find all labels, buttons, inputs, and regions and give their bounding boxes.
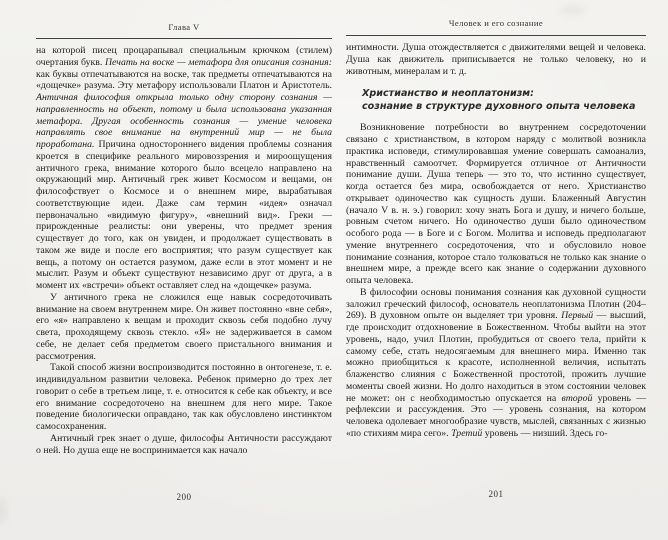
page-number-left: 200 (176, 492, 192, 502)
paragraph (346, 287, 646, 440)
paragraph (346, 42, 646, 77)
page-left (36, 22, 332, 532)
page-left-body (36, 45, 332, 456)
text-run: на которой писец процарапывал специальным крючком (стилем) очертания букв. (36, 45, 332, 68)
text-run: как буквы отпечатываются на воске, так предметы отпечатываются на «дощечке» разума. Эту метафору использовали Платон и Аристотель. (36, 68, 332, 92)
subheading-line: Христианство и неоплатонизм: (362, 88, 534, 100)
italic-text-run: Печать на воске — метафора для описания сознания: (104, 56, 332, 68)
scan-smudge (560, 6, 586, 14)
paragraph (36, 292, 332, 363)
page-right-body (346, 42, 646, 440)
text-run: В философии основы понимания сознания как духовной сущности заложил греческий философ, основатель неоплатонизма Плотин (204–269). В духовном опыте он выделяет три уровня. (346, 286, 646, 322)
page-right (346, 18, 646, 532)
running-head-right: Человек и его сознание (346, 18, 646, 36)
paragraph (36, 433, 332, 457)
italic-text-run: второй (561, 392, 593, 404)
text-run: Такой способ жизни воспроизводится постоянно в онтогенезе, т. е. индивидуальном развитии человека. Ребенок примерно до трех лет говорит о себе в третьем лице, т. е. относится к себе как объекту, и все его внимание сосредоточено на внешнем для него мире. Такое поведение биологически оправдано, так как обусловлено инстинктом самосохранения. (36, 362, 332, 432)
section-subheading (362, 88, 646, 113)
text-run: Возникновение потребности во внутреннем сосредоточении связано с христианством, в котором наряду с молитвой возникла практика исповеди, стимулировавшая умение совершать самоанализ, нравственный самоотчет. Формируется отличное от Античности понимание души. Душа теперь — это то, что истинно существует, когда остается без мира, освобождается от него. Христианство открывает одиночество как сущность души. Блаженный Августин (начало V в. н. э.) говорил: хочу знать Бога и душу, и ничего больше, ровным счетом ничего. Но одиночество души было одиночеством особого рода — в Боге и с Богом. Молитва и исповедь предполагают умение внутреннего сосредоточения, что и обусловило новое понимание сознания, которое стало толковаться не только как знание о внешнем мире, а прежде всего как знание о содержании духовного опыта человека. (346, 122, 646, 286)
subheading-line: сознание в структуре духовного опыта человека (362, 100, 636, 112)
italic-text-run: Третий (451, 427, 483, 439)
paragraph (36, 362, 332, 433)
text-run: Античный грек знает о душе, философы Античности рассуждают о ней. Но душа еще не воспринимается как начало (36, 432, 332, 456)
italic-text-run: Античная философия открыла только одну сторону сознания — направленность на объект, потому и была использована указанная метафора. Другая особенность сознания — умение человека направлять свое внимание на внутренний мир — не была проработана. (36, 92, 332, 150)
text-run: У античного грека не сложился еще навык сосредоточивать внимание на своем внутреннем мире. Он живет постоянно «вне себя», его «я» направлено к вещам и проходит сквозь себя подобно лучу света, проходящему сквозь стекло. «Я» не задерживается в самом себе, не делает себя предметом своего пристального внимания и рассмотрения. (36, 291, 332, 362)
text-run: Причина одностороннего видения проблемы сознания кроется в специфике реального мировоззрения и мироощущения античного грека, внимание которого было всецело направлено на окружающий мир. Античный грек живет Космосом и вещами, он философствует о Космосе и о внешнем мире, вырабатывая соответствующие идеи. Даже сам термин «идея» означал первоначально «видимую фигуру», «внешний вид». Греки — прирожденные реалисты: они уверены, что предмет зрения существует до того, как он увиден, и продолжает существовать в таком же виде и после его восприятия; что разум существует как вещь, а потому он остается разумом, даже если в этот момент и не мыслит. Разум и объект существуют независимо друг от друга, а в момент их «встречи» объект оставляет след на «дощечке» разума. (36, 139, 332, 291)
italic-text-run: Первый (561, 310, 594, 322)
text-run: — высший, где происходит отдохновение в Божественном. Чтобы выйти на этот уровень, надо, учил Плотин, пробудиться от своего тела, прийти к самому себе, стать недосягаемым для внешнего мира. Именно так можно приобщиться к красоте, исполненной величия, испытать блаженство слияния с Божественной простотой, прожить лучшие моменты своей жизни. Но долго находиться в этом состоянии человек не может: он с необходимостью опускается на (346, 310, 646, 404)
page-number-right: 201 (488, 489, 504, 499)
paragraph (36, 45, 332, 292)
text-run: интимности. Душа отождествляется с движителями вещей и человека. Душа как движитель приписывается не только человеку, но и животным, минералам и т. д. (346, 42, 646, 77)
paragraph (346, 122, 646, 287)
running-head-left: Глава V (36, 22, 332, 39)
text-run: уровень — рефлексии и рассуждения. Это — уровень сознания, на котором человека одолевает многообразие чувств, мыслей, связанных с жизнью «по стихиям мира сего». (346, 392, 646, 439)
text-run: уровень — низший. Здесь го- (482, 427, 608, 439)
scan-smudge (0, 498, 6, 524)
